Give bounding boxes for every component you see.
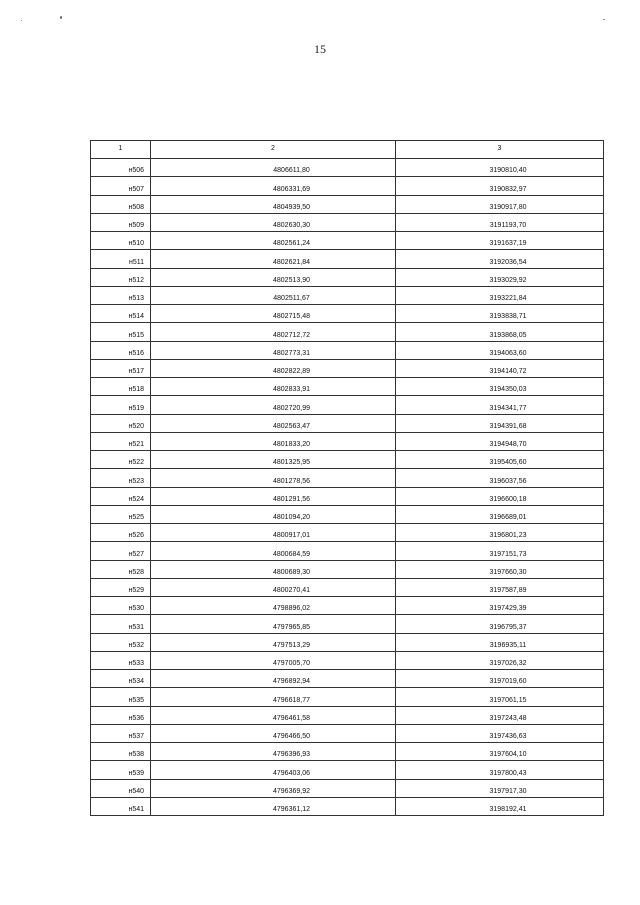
table-row [91,232,604,250]
y-coordinate-cell: 3194140,72 [396,359,604,377]
scan-speck [21,20,22,21]
point-id-cell: н524 [91,487,151,505]
point-id-cell: н541 [91,797,151,815]
x-coordinate-cell: 4800270,41 [151,578,396,596]
y-coordinate-cell: 3197604,10 [396,743,604,761]
y-coordinate-cell: 3198192,41 [396,797,604,815]
table-row [91,615,604,633]
point-id-cell: н530 [91,597,151,615]
point-id-cell: н535 [91,688,151,706]
table-row [91,177,604,195]
table-row [91,651,604,669]
y-coordinate-cell: 3195405,60 [396,451,604,469]
y-coordinate-cell: 3190917,80 [396,195,604,213]
y-coordinate-cell: 3197800,43 [396,761,604,779]
y-coordinate-cell: 3196600,18 [396,487,604,505]
x-coordinate-cell: 4800917,01 [151,524,396,542]
table-row [91,378,604,396]
table-row [91,323,604,341]
y-coordinate-cell: 3196037,56 [396,469,604,487]
y-coordinate-cell: 3194948,70 [396,432,604,450]
y-coordinate-cell: 3197019,60 [396,670,604,688]
point-id-cell: н515 [91,323,151,341]
x-coordinate-cell: 4796618,77 [151,688,396,706]
table-row [91,414,604,432]
x-coordinate-cell: 4797005,70 [151,651,396,669]
point-id-cell: н509 [91,213,151,231]
point-id-cell: н511 [91,250,151,268]
table-row [91,505,604,523]
header-col-3: 3 [396,141,604,159]
point-id-cell: н538 [91,743,151,761]
point-id-cell: н534 [91,670,151,688]
table-row [91,560,604,578]
point-id-cell: н533 [91,651,151,669]
point-id-cell: н517 [91,359,151,377]
x-coordinate-cell: 4801278,56 [151,469,396,487]
x-coordinate-cell: 4801291,56 [151,487,396,505]
table-row [91,286,604,304]
table-row [91,524,604,542]
point-id-cell: н516 [91,341,151,359]
y-coordinate-cell: 3197243,48 [396,706,604,724]
x-coordinate-cell: 4802720,99 [151,396,396,414]
x-coordinate-cell: 4796466,50 [151,724,396,742]
y-coordinate-cell: 3190832,97 [396,177,604,195]
y-coordinate-cell: 3197917,30 [396,779,604,797]
x-coordinate-cell: 4796369,92 [151,779,396,797]
y-coordinate-cell: 3191193,70 [396,213,604,231]
point-id-cell: н539 [91,761,151,779]
point-id-cell: н510 [91,232,151,250]
y-coordinate-cell: 3190810,40 [396,159,604,177]
x-coordinate-cell: 4802715,48 [151,305,396,323]
table-row [91,578,604,596]
point-id-cell: н522 [91,451,151,469]
x-coordinate-cell: 4802773,31 [151,341,396,359]
table-body [91,159,604,816]
point-id-cell: н525 [91,505,151,523]
table-row [91,213,604,231]
y-coordinate-cell: 3196795,37 [396,615,604,633]
header-col-2: 2 [151,141,396,159]
x-coordinate-cell: 4802561,24 [151,232,396,250]
y-coordinate-cell: 3197151,73 [396,542,604,560]
table-row [91,195,604,213]
x-coordinate-cell: 4801833,20 [151,432,396,450]
header-col-1: 1 [91,141,151,159]
x-coordinate-cell: 4802630,30 [151,213,396,231]
table-row [91,487,604,505]
point-id-cell: н518 [91,378,151,396]
x-coordinate-cell: 4796892,94 [151,670,396,688]
x-coordinate-cell: 4801094,20 [151,505,396,523]
table-row [91,670,604,688]
x-coordinate-cell: 4801325,95 [151,451,396,469]
x-coordinate-cell: 4796361,12 [151,797,396,815]
table-row [91,724,604,742]
point-id-cell: н519 [91,396,151,414]
y-coordinate-cell: 3192036,54 [396,250,604,268]
point-id-cell: н527 [91,542,151,560]
scan-speck [603,19,605,20]
y-coordinate-cell: 3197436,63 [396,724,604,742]
table-row [91,779,604,797]
x-coordinate-cell: 4802563,47 [151,414,396,432]
x-coordinate-cell: 4800689,30 [151,560,396,578]
point-id-cell: н507 [91,177,151,195]
y-coordinate-cell: 3197429,39 [396,597,604,615]
page-number: 15 [314,42,326,56]
table-row [91,597,604,615]
table-row [91,250,604,268]
scan-speck [60,16,62,19]
y-coordinate-cell: 3197026,32 [396,651,604,669]
table-row [91,743,604,761]
point-id-cell: н512 [91,268,151,286]
table-row [91,305,604,323]
y-coordinate-cell: 3194341,77 [396,396,604,414]
point-id-cell: н536 [91,706,151,724]
point-id-cell: н520 [91,414,151,432]
y-coordinate-cell: 3197660,30 [396,560,604,578]
x-coordinate-cell: 4806611,80 [151,159,396,177]
x-coordinate-cell: 4796403,06 [151,761,396,779]
point-id-cell: н523 [91,469,151,487]
point-id-cell: н537 [91,724,151,742]
table-row [91,633,604,651]
x-coordinate-cell: 4798896,02 [151,597,396,615]
x-coordinate-cell: 4797513,29 [151,633,396,651]
x-coordinate-cell: 4802511,67 [151,286,396,304]
table-row [91,706,604,724]
point-id-cell: н529 [91,578,151,596]
y-coordinate-cell: 3193029,92 [396,268,604,286]
x-coordinate-cell: 4802621,84 [151,250,396,268]
point-id-cell: н526 [91,524,151,542]
y-coordinate-cell: 3193838,71 [396,305,604,323]
x-coordinate-cell: 4802822,89 [151,359,396,377]
x-coordinate-cell: 4796461,58 [151,706,396,724]
table-row [91,761,604,779]
y-coordinate-cell: 3197061,15 [396,688,604,706]
table-row [91,542,604,560]
table-header-row [91,141,604,159]
y-coordinate-cell: 3193868,05 [396,323,604,341]
point-id-cell: н521 [91,432,151,450]
point-id-cell: н508 [91,195,151,213]
y-coordinate-cell: 3196801,23 [396,524,604,542]
point-id-cell: н531 [91,615,151,633]
table-row [91,432,604,450]
x-coordinate-cell: 4802513,90 [151,268,396,286]
point-id-cell: н540 [91,779,151,797]
coordinates-table [90,140,604,816]
table-row [91,359,604,377]
table-row [91,688,604,706]
point-id-cell: н513 [91,286,151,304]
x-coordinate-cell: 4804939,50 [151,195,396,213]
x-coordinate-cell: 4797965,85 [151,615,396,633]
x-coordinate-cell: 4800684,59 [151,542,396,560]
x-coordinate-cell: 4802833,91 [151,378,396,396]
y-coordinate-cell: 3197587,89 [396,578,604,596]
y-coordinate-cell: 3196689,01 [396,505,604,523]
point-id-cell: н532 [91,633,151,651]
y-coordinate-cell: 3194391,68 [396,414,604,432]
x-coordinate-cell: 4796396,93 [151,743,396,761]
table-row [91,341,604,359]
y-coordinate-cell: 3191637,19 [396,232,604,250]
y-coordinate-cell: 3193221,84 [396,286,604,304]
table-row [91,396,604,414]
x-coordinate-cell: 4806331,69 [151,177,396,195]
table-row [91,268,604,286]
y-coordinate-cell: 3194350,03 [396,378,604,396]
table-row [91,469,604,487]
x-coordinate-cell: 4802712,72 [151,323,396,341]
table-row [91,159,604,177]
table-row [91,797,604,815]
y-coordinate-cell: 3194063,60 [396,341,604,359]
y-coordinate-cell: 3196935,11 [396,633,604,651]
table-row [91,451,604,469]
point-id-cell: н514 [91,305,151,323]
point-id-cell: н506 [91,159,151,177]
point-id-cell: н528 [91,560,151,578]
